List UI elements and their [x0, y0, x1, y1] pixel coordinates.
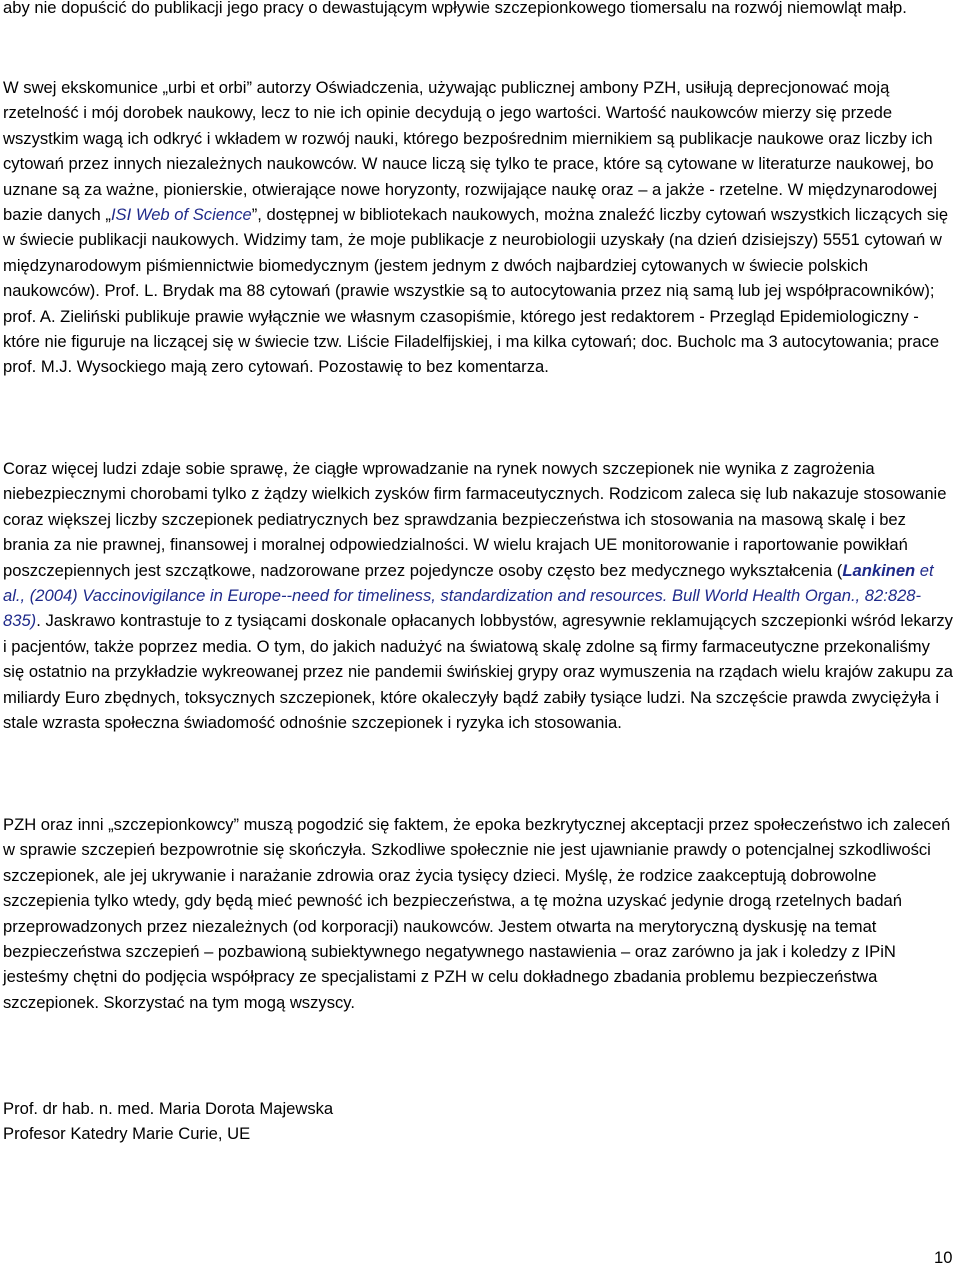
paragraph-3 — [3, 456, 955, 735]
paragraph-2 — [3, 75, 955, 380]
signature-title: Profesor Katedry Marie Curie, UE — [3, 1124, 251, 1143]
signature-name: Prof. dr hab. n. med. Maria Dorota Majewska — [3, 1099, 334, 1118]
paragraph-2-text-end: ”, dostępnej w bibliotekach naukowych, można znaleźć liczby cytowań wszystkich liczących się w świecie publikacji naukowych. Widzimy tam, że moje publikacje z neurobiologii uzyskały (na dzień dzisiejszy) 5551 cytowań w międzynarodowym piśmiennictwie biomedycznym (jestem jednym z dwóch najbardziej cytowanych w świecie polskich naukowców). Prof. L. Brydak ma 88 cytowań (prawie wszystkie są to autocytowania przez nią samą lub jej współpracowników); prof. A. Zieliński publikuje prawie wyłącznie we własnym czasopiśmie, którego jest redaktorem - Przegląd Epidemiologiczny - które nie figuruje na liczącej się w świecie tzw. Liście Filadelfijskiej, i ma kilka cytowań; doc. Bucholc ma 3 autocytowania; prace prof. M.J. Wysockiego mają zero cytowań. Pozostawię to bez komentarza. — [3, 205, 949, 377]
page-number: 10 — [934, 1248, 953, 1267]
isi-reference: ISI Web of Science — [110, 205, 252, 225]
paragraph-3-text-end: . Jaskrawo kontrastuje to z tysiącami doskonale opłacanych lobbystów, agresywnie reklamujących szczepionki wśród lekarzy i pacjentów, także poprzez media. O tym, do jakich nadużyć na światową skalę zdolne są firmy farmaceutyczne przekonaliśmy się ostatnio na przykładzie wykreowanej przez nie pandemii świńskiej grypy oraz wymuszenia na rządach wielu krajów zakupu za miliardy Euro zbędnych, toksycznych szczepionek, które okaleczyły bądź zabiły tysiące ludzi. Na szczęście prawda zwyciężyła i stale wzrasta społeczna świadomość odnośnie szczepionek i ryzyka ich stosowania. — [3, 611, 953, 733]
citation-reference: et al., (2004) Vaccinovigilance in Europe--need for timeliness, standardization and resources. Bull World Health Organ., 82:828-835) — [3, 560, 934, 631]
paragraph-4 — [3, 812, 955, 1015]
paragraph-1-text: aby nie dopuścić do publikacji jego pracy o dewastującym wpływie szczepionkowego tiomersalu na rozwój niemowląt małp. — [3, 0, 907, 17]
paragraph-1 — [3, 0, 955, 20]
paragraph-3-text-start: Coraz więcej ludzi zdaje sobie sprawę, że ciągłe wprowadzanie na rynek nowych szczepionek nie wynika z zagrożenia niebezpiecznymi chorobami tylko z żądzy wielkich zysków firm farmaceutycznych. Rodzicom zaleca się lub nakazuje stosowanie coraz większej liczby szczepionek pediatrycznych bez sprawdzania bezpieczeństwa ich stosowania na masową skalę i bez brania za nie prawnej, finansowej i moralnej odpowiedzialności. W wielu krajach UE monitorowanie i raportowanie powikłań poszczepiennych jest szczątkowe, nadzorowane przez pojedyncze osoby często bez medycznego wykształcenia ( — [3, 459, 947, 580]
paragraph-2-text-start: W swej ekskomunice „urbi et orbi” autorzy Oświadczenia, używając publicznej ambony PZH, usiłują deprecjonować moją rzetelność i mój dorobek naukowy, lecz to nie ich opinie decydują o jego wartości. Wartość naukowców mierzy się przede wszystkim wagą ich odkryć i wkładem w rozwój nauki, którego bezpośrednim miernikiem są publikacje naukowe oraz liczby ich cytowań przez innych niezależnych naukowców. W nauce liczą się tylko te prace, które są cytowane w literaturze naukowej, bo uznane są za ważne, pionierskie, otwierające nowe horyzonty, rozwijające naukę oraz – a jakże - rzetelne. W międzynarodowej bazie danych „ — [3, 78, 938, 225]
citation-author: Lankinen — [842, 560, 916, 580]
paragraph-4-text: PZH oraz inni „szczepionkowcy” muszą pogodzić się faktem, że epoka bezkrytycznej akceptacji przez społeczeństwo ich zaleceń w sprawie szczepień bezpowrotnie się skończyła. Szkodliwe społecznie nie jest ujawnianie prawdy o potencjalnej szkodliwości szczepionek, ale jej ukrywanie i narażanie zdrowia oraz życia tysięcy dzieci. Myślę, że rodzice zaakceptują dobrowolne szczepienia tylko wtedy, gdy będą mieć pewność ich bezpieczeństwa, a tę można uzyskać jedynie drogą rzetelnych badań przeprowadzonych przez niezależnych (od korporacji) naukowców. Jestem otwarta na merytoryczną dyskusję na temat bezpieczeństwa szczepień – pozbawioną subiektywnego negatywnego nastawienia – oraz zarówno ja jak i koledzy z IPiN jesteśmy chętni do podjęcia współpracy ze specjalistami z PZH w celu dokładnego zbadania problemu bezpieczeństwa szczepionek. Skorzystać na tym mogą wszyscy. — [3, 815, 951, 1012]
